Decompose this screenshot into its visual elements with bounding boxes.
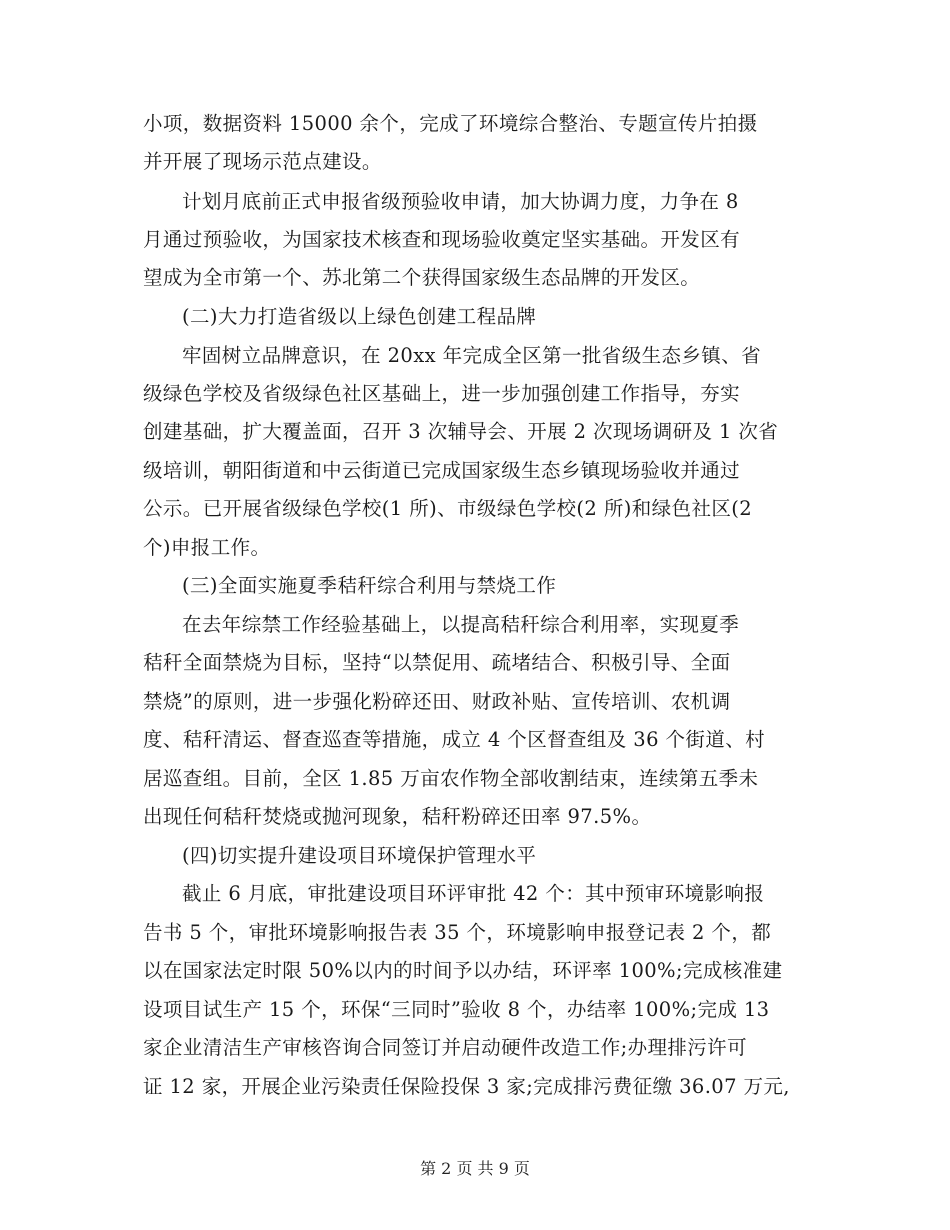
body-text-line: 告书 5 个，审批环境影响报告表 35 个，环境影响申报登记表 2 个，都 — [143, 921, 772, 944]
body-text-line: 以在国家法定时限 50%以内的时间予以办结，环评率 100%;完成核准建 — [143, 959, 783, 982]
body-text-line: 公示。已开展省级绿色学校(1 所)、市级绿色学校(2 所)和绿色社区(2 — [143, 497, 753, 520]
body-text-line: 创建基础，扩大覆盖面，召开 3 次辅导会、开展 2 次现场调研及 1 次省 — [143, 420, 779, 443]
body-text-line: 月通过预验收，为国家技术核查和现场验收奠定坚实基础。开发区有 — [143, 228, 741, 251]
body-text-line: 并开展了现场示范点建设。 — [143, 150, 382, 173]
body-text-line: 秸秆全面禁烧为目标，坚持“以禁促用、疏堵结合、积极引导、全面 — [143, 651, 731, 674]
body-text-line: 度、秸秆清运、督查巡查等措施，成立 4 个区督查组及 36 个街道、村 — [143, 728, 766, 751]
body-text-line: 牢固树立品牌意识，在 20xx 年完成全区第一批省级生态乡镇、省 — [182, 344, 762, 367]
body-text-line: 计划月底前正式申报省级预验收申请，加大协调力度，力争在 8 — [182, 190, 739, 213]
body-text-line: 在去年综禁工作经验基础上，以提高秸秆综合利用率，实现夏季 — [182, 613, 740, 636]
body-text-line: 设项目试生产 15 个，环保“三同时”验收 8 个，办结率 100%;完成 13 — [143, 998, 770, 1021]
body-text-line: 截止 6 月底，审批建设项目环评审批 42 个：其中预审环境影响报 — [182, 882, 765, 905]
body-text-line: 出现任何秸秆焚烧或抛河现象，秸秆粉碎还田率 97.5%。 — [143, 805, 652, 828]
body-text-line: 禁烧”的原则，进一步强化粉碎还田、财政补贴、宣传培训、农机调 — [143, 690, 731, 713]
section-heading: (二)大力打造省级以上绿色创建工程品牌 — [182, 305, 537, 328]
body-text-line: 居巡查组。目前，全区 1.85 万亩农作物全部收割结束，连续第五季未 — [143, 767, 759, 790]
body-text-line: 证 12 家，开展企业污染责任保险投保 3 家;完成排污费征缴 36.07 万元, — [143, 1075, 790, 1098]
body-text-line: 级绿色学校及省级绿色社区基础上，进一步加强创建工作指导，夯实 — [143, 382, 741, 405]
body-text-line: 望成为全市第一个、苏北第二个获得国家级生态品牌的开发区。 — [143, 266, 701, 289]
section-heading: (四)切实提升建设项目环境保护管理水平 — [182, 844, 537, 867]
body-text-line: 小项，数据资料 15000 余个，完成了环境综合整治、专题宣传片拍摄 — [143, 112, 758, 135]
section-heading: (三)全面实施夏季秸秆综合利用与禁烧工作 — [182, 574, 557, 597]
page-number-footer: 第 2 页 共 9 页 — [420, 1159, 530, 1178]
body-text-line: 个)申报工作。 — [143, 536, 271, 559]
body-text-line: 级培训，朝阳街道和中云街道已完成国家级生态乡镇现场验收并通过 — [143, 459, 741, 482]
body-text-line: 家企业清洁生产审核咨询合同签订并启动硬件改造工作;办理排污许可 — [143, 1036, 747, 1059]
